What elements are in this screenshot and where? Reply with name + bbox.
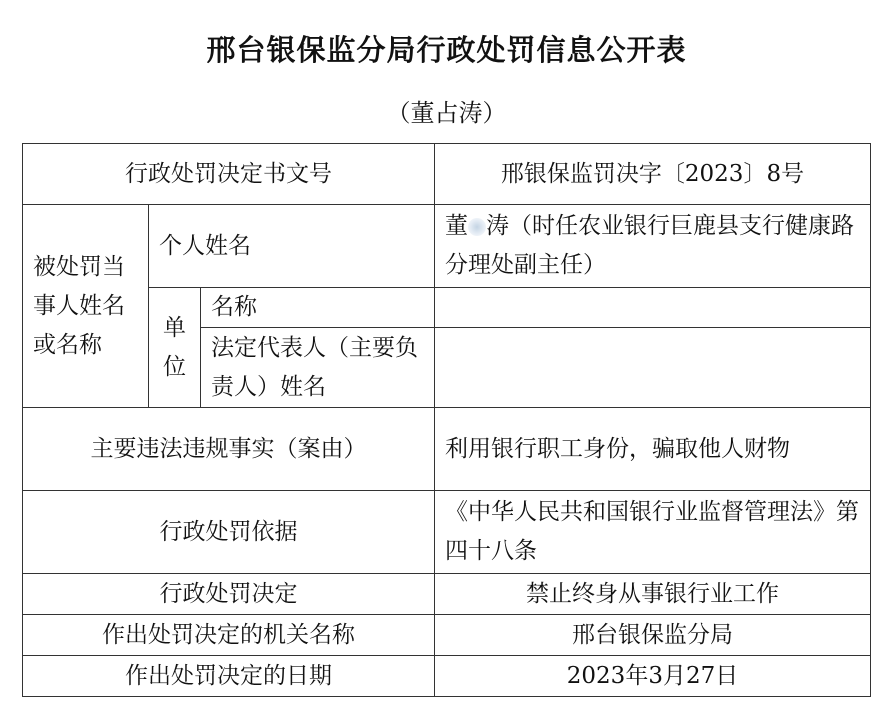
individual-name-value: [435, 205, 871, 288]
redacted-char: [468, 218, 486, 236]
facts-value: 利用银行职工身份，骗取他人财物: [435, 408, 871, 491]
doc-number-value: 邢银保监罚决字〔2023〕8号: [435, 144, 871, 205]
row-authority: [23, 615, 871, 656]
name-first-char: 董: [445, 213, 468, 239]
doc-number-label: 行政处罚决定书文号: [23, 144, 435, 205]
row-basis: [23, 491, 871, 574]
decision-label: 行政处罚决定: [23, 574, 435, 615]
unit-rep-label: 法定代表人（主要负责人）姓名: [201, 328, 435, 408]
unit-rep-value: [435, 328, 871, 408]
unit-name-value: [435, 288, 871, 328]
row-unit-name: [23, 288, 871, 328]
party-label: 被处罚当事人姓名或名称: [23, 205, 149, 408]
unit-name-label: 名称: [201, 288, 435, 328]
row-facts: [23, 408, 871, 491]
basis-label: 行政处罚依据: [23, 491, 435, 574]
page-subtitle: （董占涛）: [386, 99, 507, 127]
page-title: 邢台银保监分局行政处罚信息公开表: [206, 33, 687, 67]
date-label: 作出处罚决定的日期: [23, 656, 435, 697]
authority-label: 作出处罚决定的机关名称: [23, 615, 435, 656]
penalty-info-table: [22, 143, 871, 697]
row-individual: [23, 205, 871, 288]
unit-label: 单位: [149, 288, 201, 408]
row-doc-number: [23, 144, 871, 205]
basis-value: 《中华人民共和国银行业监督管理法》第四十八条: [435, 491, 871, 574]
individual-name-label: 个人姓名: [149, 205, 435, 288]
individual-detail: （时任农业银行巨鹿县支行健康路分理处副主任）: [445, 213, 854, 278]
authority-value: 邢台银保监分局: [435, 615, 871, 656]
date-value: 2023年3月27日: [435, 656, 871, 697]
row-decision: [23, 574, 871, 615]
facts-label: 主要违法违规事实（案由）: [23, 408, 435, 491]
decision-value: 禁止终身从事银行业工作: [435, 574, 871, 615]
name-last-char: 涛: [486, 213, 509, 239]
row-date: [23, 656, 871, 697]
